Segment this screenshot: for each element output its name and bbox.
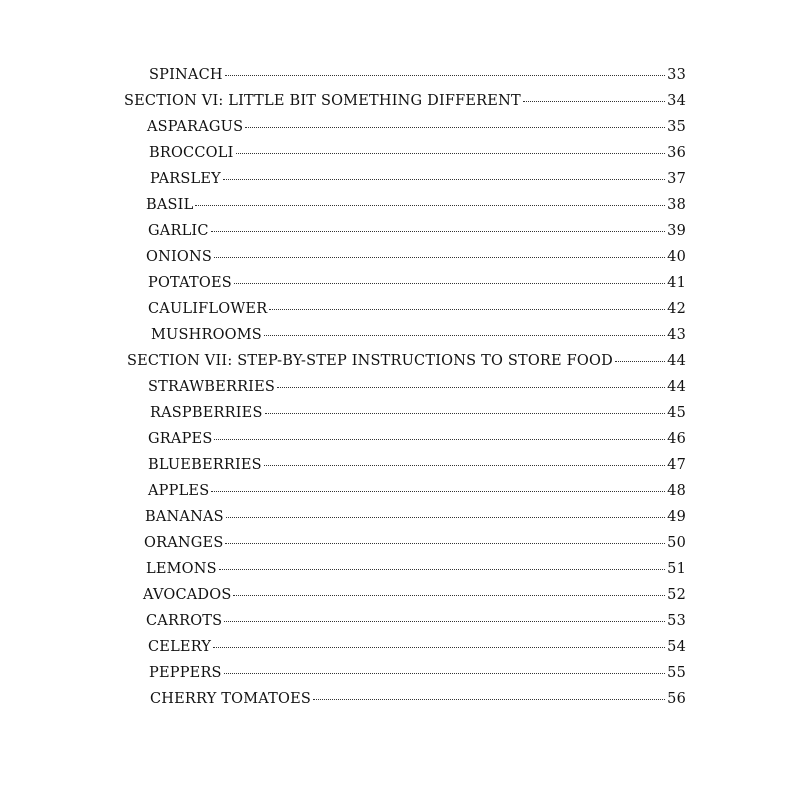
toc-entry-row [0, 582, 686, 608]
dot-leader [523, 100, 665, 102]
toc-entry-row [0, 504, 686, 530]
toc-entry-row [0, 478, 686, 504]
toc-entry-label: SECTION VI: LITTLE BIT SOMETHING DIFFERENT [124, 93, 521, 109]
dot-leader [219, 568, 665, 570]
toc-page-number: 35 [667, 119, 686, 135]
toc-page-number: 40 [667, 249, 686, 265]
toc-entry-label: CARROTS [146, 613, 223, 629]
toc-entry-row [0, 374, 686, 400]
toc-page-number: 50 [667, 535, 686, 551]
toc-page-number: 47 [667, 457, 686, 473]
toc-page-number: 41 [667, 275, 686, 291]
toc-page-number: 39 [667, 223, 686, 239]
dot-leader [264, 464, 665, 466]
toc-entry-row [0, 322, 686, 348]
toc-entry-row [0, 296, 686, 322]
toc-page-number: 52 [667, 587, 686, 603]
toc-entry-label: PARSLEY [150, 171, 221, 187]
toc-entry-row [0, 400, 686, 426]
dot-leader [277, 386, 665, 388]
toc-entry-row [0, 166, 686, 192]
dot-leader [195, 204, 665, 206]
dot-leader [234, 282, 665, 284]
dot-leader [264, 334, 665, 336]
toc-entry-label: STRAWBERRIES [148, 379, 276, 395]
toc-entry-label: ASPARAGUS [147, 119, 244, 135]
dot-leader [214, 256, 665, 258]
dot-leader [225, 74, 665, 76]
toc-page-number: 48 [667, 483, 686, 499]
toc-page-number: 36 [667, 145, 686, 161]
toc-page-number: 56 [667, 691, 686, 707]
dot-leader [224, 620, 665, 622]
dot-leader [213, 646, 665, 648]
toc-entry-label: CHERRY TOMATOES [150, 691, 312, 707]
dot-leader [214, 438, 665, 440]
dot-leader [226, 516, 665, 518]
toc-entry-row [0, 192, 686, 218]
toc-page-number: 44 [667, 353, 686, 369]
toc-entry-label: BROCCOLI [149, 145, 234, 161]
toc-section-row [0, 88, 686, 114]
toc-entry-label: AVOCADOS [143, 587, 232, 603]
dot-leader [236, 152, 666, 154]
toc-entry-label: GARLIC [148, 223, 209, 239]
toc-entry-label: APPLES [148, 483, 210, 499]
toc-entry-row [0, 660, 686, 686]
toc-page-number: 46 [667, 431, 686, 447]
dot-leader [224, 672, 665, 674]
toc-entry-label: CAULIFLOWER [148, 301, 268, 317]
toc-entry-label: POTATOES [148, 275, 232, 291]
toc-page-number: 44 [667, 379, 686, 395]
toc-page-number: 51 [667, 561, 686, 577]
dot-leader [211, 230, 666, 232]
toc-page-number: 45 [667, 405, 686, 421]
toc-page-number: 37 [667, 171, 686, 187]
toc-entry-label: GRAPES [148, 431, 213, 447]
toc-entry-row [0, 608, 686, 634]
toc-page-number: 54 [667, 639, 686, 655]
toc-page-number: 42 [667, 301, 686, 317]
toc-entry-label: LEMONS [146, 561, 217, 577]
toc-entry-label: BANANAS [145, 509, 224, 525]
toc-entry-label: PEPPERS [149, 665, 222, 681]
toc-page-number: 33 [667, 67, 686, 83]
toc-entry-label: ONIONS [146, 249, 213, 265]
dot-leader [225, 542, 665, 544]
toc-entry-label: SECTION VII: STEP-BY-STEP INSTRUCTIONS TO STORE FOOD [127, 353, 613, 369]
toc-entry-row [0, 218, 686, 244]
toc-entry-row [0, 270, 686, 296]
toc-entry-row [0, 452, 686, 478]
toc-entry-row [0, 686, 686, 712]
dot-leader [269, 308, 665, 310]
dot-leader [615, 360, 665, 362]
dot-leader [313, 698, 665, 700]
toc-entry-row [0, 140, 686, 166]
toc-entry-row [0, 114, 686, 140]
dot-leader [211, 490, 665, 492]
toc-page-number: 55 [667, 665, 686, 681]
toc-entry-label: RASPBERRIES [150, 405, 263, 421]
dot-leader [265, 412, 666, 414]
toc-page-number: 38 [667, 197, 686, 213]
toc-entry-row [0, 556, 686, 582]
toc-entry-label: CELERY [148, 639, 212, 655]
toc-page-number: 49 [667, 509, 686, 525]
toc-entry-label: BASIL [146, 197, 194, 213]
toc-entry-row [0, 634, 686, 660]
toc-entry-label: ORANGES [144, 535, 224, 551]
toc-page-number: 53 [667, 613, 686, 629]
dot-leader [223, 178, 665, 180]
toc-page-number: 34 [667, 93, 686, 109]
toc-entry-row [0, 426, 686, 452]
toc-entry-row [0, 530, 686, 556]
table-of-contents [0, 62, 800, 722]
toc-entry-label: SPINACH [149, 67, 223, 83]
toc-entry-row [0, 244, 686, 270]
dot-leader [245, 126, 665, 128]
toc-entry-label: BLUEBERRIES [148, 457, 262, 473]
dot-leader [233, 594, 665, 596]
toc-entry-label: MUSHROOMS [151, 327, 262, 343]
toc-section-row [0, 348, 686, 374]
toc-entry-row [0, 62, 686, 88]
toc-page-number: 43 [667, 327, 686, 343]
